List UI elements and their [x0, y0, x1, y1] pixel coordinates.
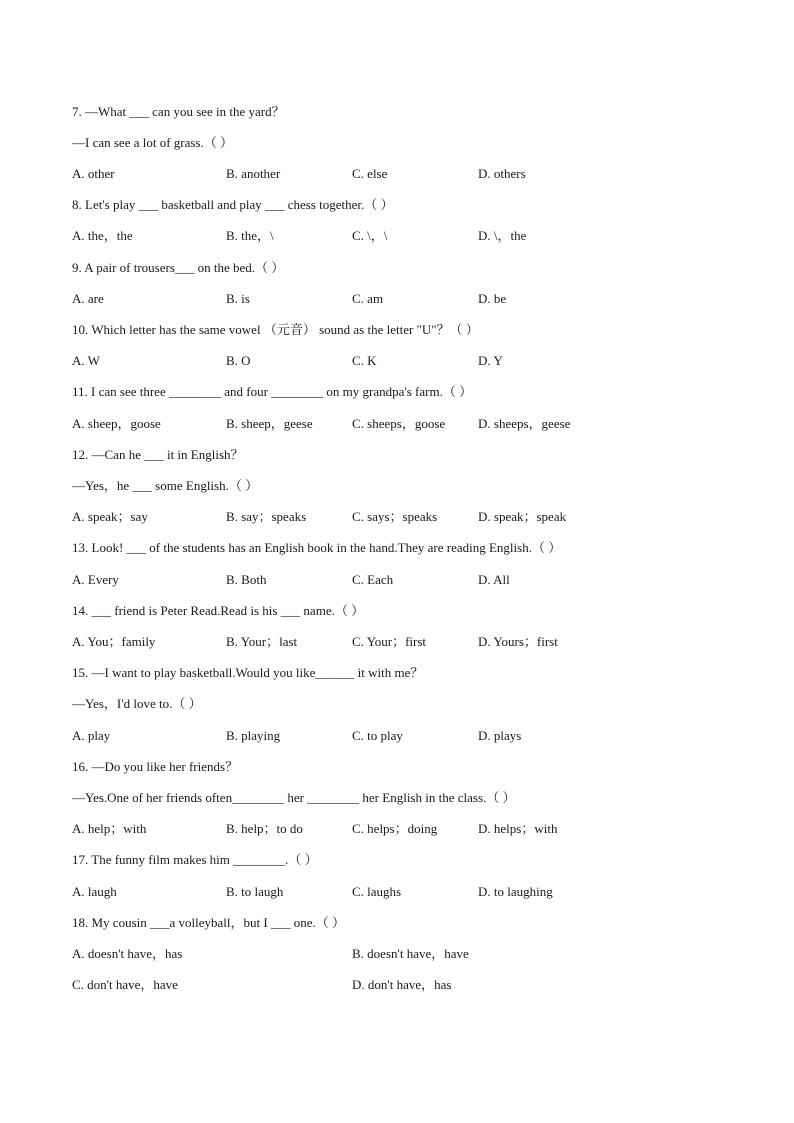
question-9-option-b: B. is — [226, 291, 250, 306]
question-13-option-c: C. Each — [352, 572, 394, 587]
question-14-option-b: B. Your；last — [226, 634, 298, 649]
question-12-stem: 12. —Can he ___ it in English？ — [72, 447, 244, 462]
question-7-option-c: C. else — [352, 166, 388, 181]
question-14-stem: 14. ___ friend is Peter Read.Read is his ___ name.（ ） — [72, 603, 365, 618]
question-10-option-b: B. O — [226, 353, 251, 368]
question-13-option-d: D. All — [478, 572, 510, 587]
question-16-stem: 16. —Do you like her friends？ — [72, 759, 239, 774]
question-15-option-a: A. play — [72, 728, 111, 743]
question-16-option-a: A. help；with — [72, 821, 147, 836]
question-10-option-d: D. Y — [478, 353, 503, 368]
question-10-option-c: C. K — [352, 353, 377, 368]
question-7-option-a: A. other — [72, 166, 115, 181]
question-7-option-b: B. another — [226, 166, 281, 181]
question-15-answer-line: —Yes，I'd love to.（ ） — [72, 696, 202, 711]
question-12-option-b: B. say；speaks — [226, 509, 307, 524]
question-9-option-a: A. are — [72, 291, 104, 306]
question-8-stem: 8. Let's play ___ basketball and play ___ chess together.（ ） — [72, 197, 394, 212]
question-10-stem: 10. Which letter has the same vowel （元音） sound as the letter "U"？（ ） — [72, 322, 479, 337]
question-14-option-c: C. Your；first — [352, 634, 427, 649]
question-8-option-b: B. the，\ — [226, 228, 274, 243]
question-13-stem: 13. Look! ___ of the students has an English book in the hand.They are reading English.（ ） — [72, 540, 562, 555]
question-14-option-a: A. You；family — [72, 634, 156, 649]
question-12-option-d: D. speak；speak — [478, 509, 567, 524]
question-16-option-d: D. helps；with — [478, 821, 558, 836]
question-18-option-c: C. don't have，have — [72, 977, 178, 992]
question-7-stem: 7. —What ___ can you see in the yard？ — [72, 104, 285, 119]
question-18-option-b: B. doesn't have，have — [352, 946, 469, 961]
question-16-answer-line: —Yes.One of her friends often________ her ________ her English in the class.（ ） — [72, 790, 516, 805]
question-10-option-a: A. W — [72, 353, 100, 368]
question-9-option-c: C. am — [352, 291, 384, 306]
question-14-option-d: D. Yours；first — [478, 634, 558, 649]
question-15-stem: 15. —I want to play basketball.Would you like______ it with me？ — [72, 665, 424, 680]
question-18-option-a: A. doesn't have，has — [72, 946, 183, 961]
question-12-answer-line: —Yes，he ___ some English.（ ） — [72, 478, 259, 493]
question-15-option-c: C. to play — [352, 728, 403, 743]
question-9-stem: 9. A pair of trousers___ on the bed.（ ） — [72, 260, 285, 275]
question-7-option-d: D. others — [478, 166, 526, 181]
question-18-option-d: D. don't have，has — [352, 977, 452, 992]
question-13-option-a: A. Every — [72, 572, 119, 587]
question-11-option-b: B. sheep，geese — [226, 416, 313, 431]
question-17-stem: 17. The funny film makes him ________.（ ） — [72, 852, 318, 867]
question-11-option-d: D. sheeps，geese — [478, 416, 571, 431]
question-8-option-a: A. the，the — [72, 228, 133, 243]
question-8-option-c: C. \，\ — [352, 228, 388, 243]
question-9-option-d: D. be — [478, 291, 507, 306]
question-17-option-c: C. laughs — [352, 884, 402, 899]
question-13-option-b: B. Both — [226, 572, 267, 587]
question-8-option-d: D. \，the — [478, 228, 527, 243]
question-17-option-a: A. laugh — [72, 884, 117, 899]
question-11-option-c: C. sheeps，goose — [352, 416, 446, 431]
question-17-option-b: B. to laugh — [226, 884, 284, 899]
question-7-answer-line: —I can see a lot of grass.（ ） — [72, 135, 234, 150]
question-12-option-c: C. says；speaks — [352, 509, 438, 524]
question-16-option-b: B. help；to do — [226, 821, 303, 836]
question-15-option-d: D. plays — [478, 728, 522, 743]
question-15-option-b: B. playing — [226, 728, 281, 743]
question-12-option-a: A. speak；say — [72, 509, 148, 524]
question-17-option-d: D. to laughing — [478, 884, 553, 899]
question-18-stem: 18. My cousin ___a volleyball，but I ___ one.（ ） — [72, 915, 345, 930]
question-11-stem: 11. I can see three ________ and four ________ on my grandpa's farm.（ ） — [72, 384, 473, 399]
question-16-option-c: C. helps；doing — [352, 821, 438, 836]
question-11-option-a: A. sheep，goose — [72, 416, 161, 431]
